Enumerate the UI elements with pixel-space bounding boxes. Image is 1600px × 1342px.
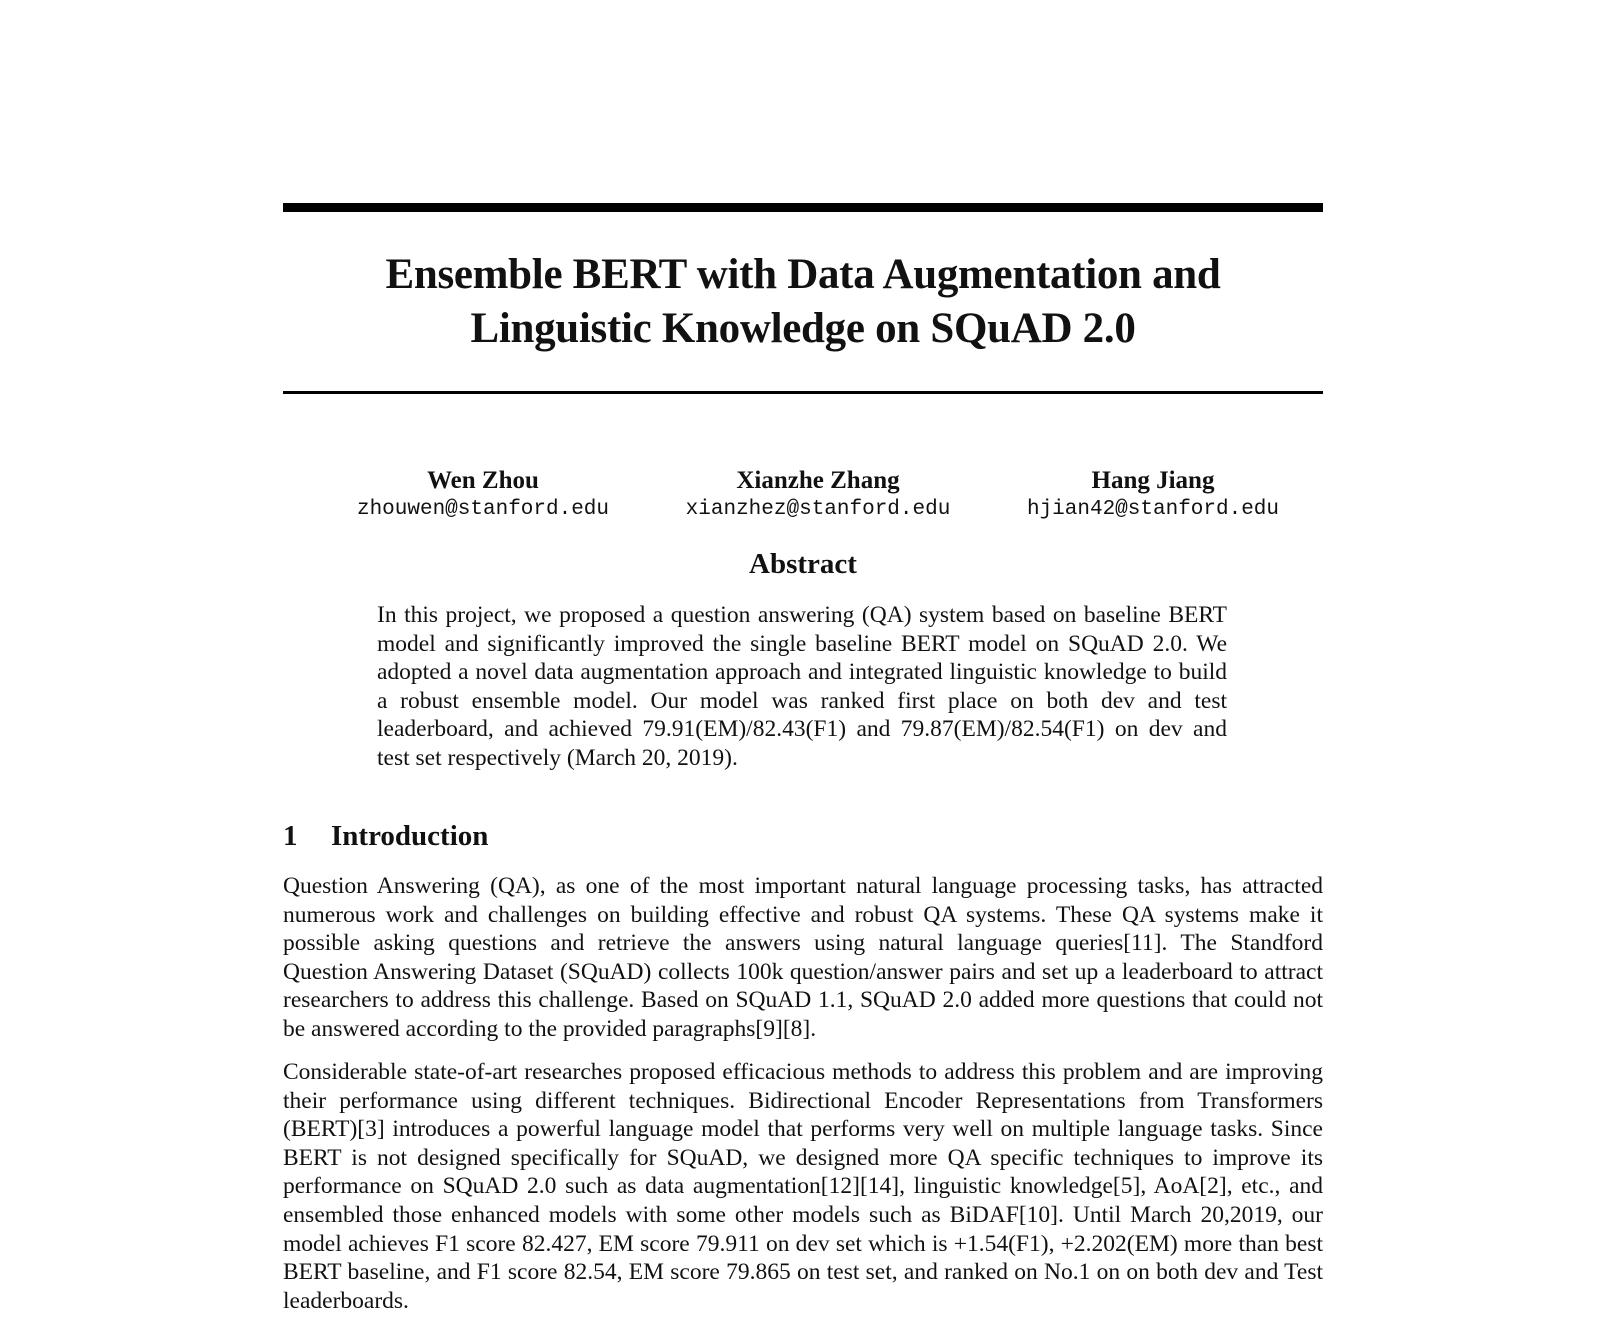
author-name: Hang Jiang — [1091, 467, 1215, 494]
section-title: Introduction — [331, 820, 489, 852]
author-block — [323, 466, 643, 524]
intro-paragraph-2: Considerable state-of-art researches proposed efficacious methods to address this problem and are improving their performance using different techniques. Bidirectional Encoder Representations from Transformers (BERT)[3] introduces a powerful language model that performs very well on multiple language tasks. Since BERT is not designed specifically for SQuAD, we designed more QA specific techniques to improve its performance on SQuAD 2.0 such as data augmentation[12][14], linguistic knowledge[5], AoA[2], etc., and ensembled those enhanced models with some other models such as BiDAF[10]. Until March 20,2019, our model achieves F1 score 82.427, EM score 79.911 on dev set which is +1.54(F1), +2.202(EM) more than best BERT baseline, and F1 score 82.54, EM score 79.865 on test set, and ranked on No.1 on on both dev and Test leaderboards. — [283, 1059, 1323, 1314]
title-bottom-rule — [283, 391, 1323, 394]
author-email: hjian42@stanford.edu — [1026, 498, 1280, 521]
author-block — [653, 466, 983, 524]
author-name: Xianzhe Zhang — [736, 467, 900, 494]
abstract-heading: Abstract — [749, 548, 857, 580]
author-name: Wen Zhou — [427, 467, 539, 494]
author-email: xianzhez@stanford.edu — [685, 498, 951, 521]
intro-paragraph-1: Question Answering (QA), as one of the most important natural language processing tasks, has attracted numerous work and challenges on building effective and robust QA systems. These QA systems make it possible asking questions and retrieve the answers using natural language queries[11]. The Standford Question Answering Dataset (SQuAD) collects 100k question/answer pairs and set up a leaderboard to attract researchers to address this challenge. Based on SQuAD 1.1, SQuAD 2.0 added more questions that could not be answered according to the provided paragraphs[9][8]. — [283, 873, 1323, 1042]
author-block — [993, 466, 1313, 524]
title-top-rule — [283, 203, 1323, 212]
author-list — [283, 466, 1323, 526]
section-number: 1 — [283, 820, 298, 852]
author-email: zhouwen@stanford.edu — [356, 498, 610, 521]
section-heading — [283, 818, 488, 854]
abstract-text: In this project, we proposed a question answering (QA) system based on baseline BERT model and significantly improved the single baseline BERT model on SQuAD 2.0. We adopted a novel data augmentation approach and integrated linguistic knowledge to build a robust ensemble model. Our model was ranked first place on both dev and test leaderboard, and achieved 79.91(EM)/82.43(F1) and 79.87(EM)/82.54(F1) on dev and test set respectively (March 20, 2019). — [377, 602, 1227, 771]
title-line-2: Linguistic Knowledge on SQuAD 2.0 — [470, 305, 1136, 352]
paper-title — [283, 248, 1323, 356]
title-line-1: Ensemble BERT with Data Augmentation and — [385, 251, 1221, 298]
